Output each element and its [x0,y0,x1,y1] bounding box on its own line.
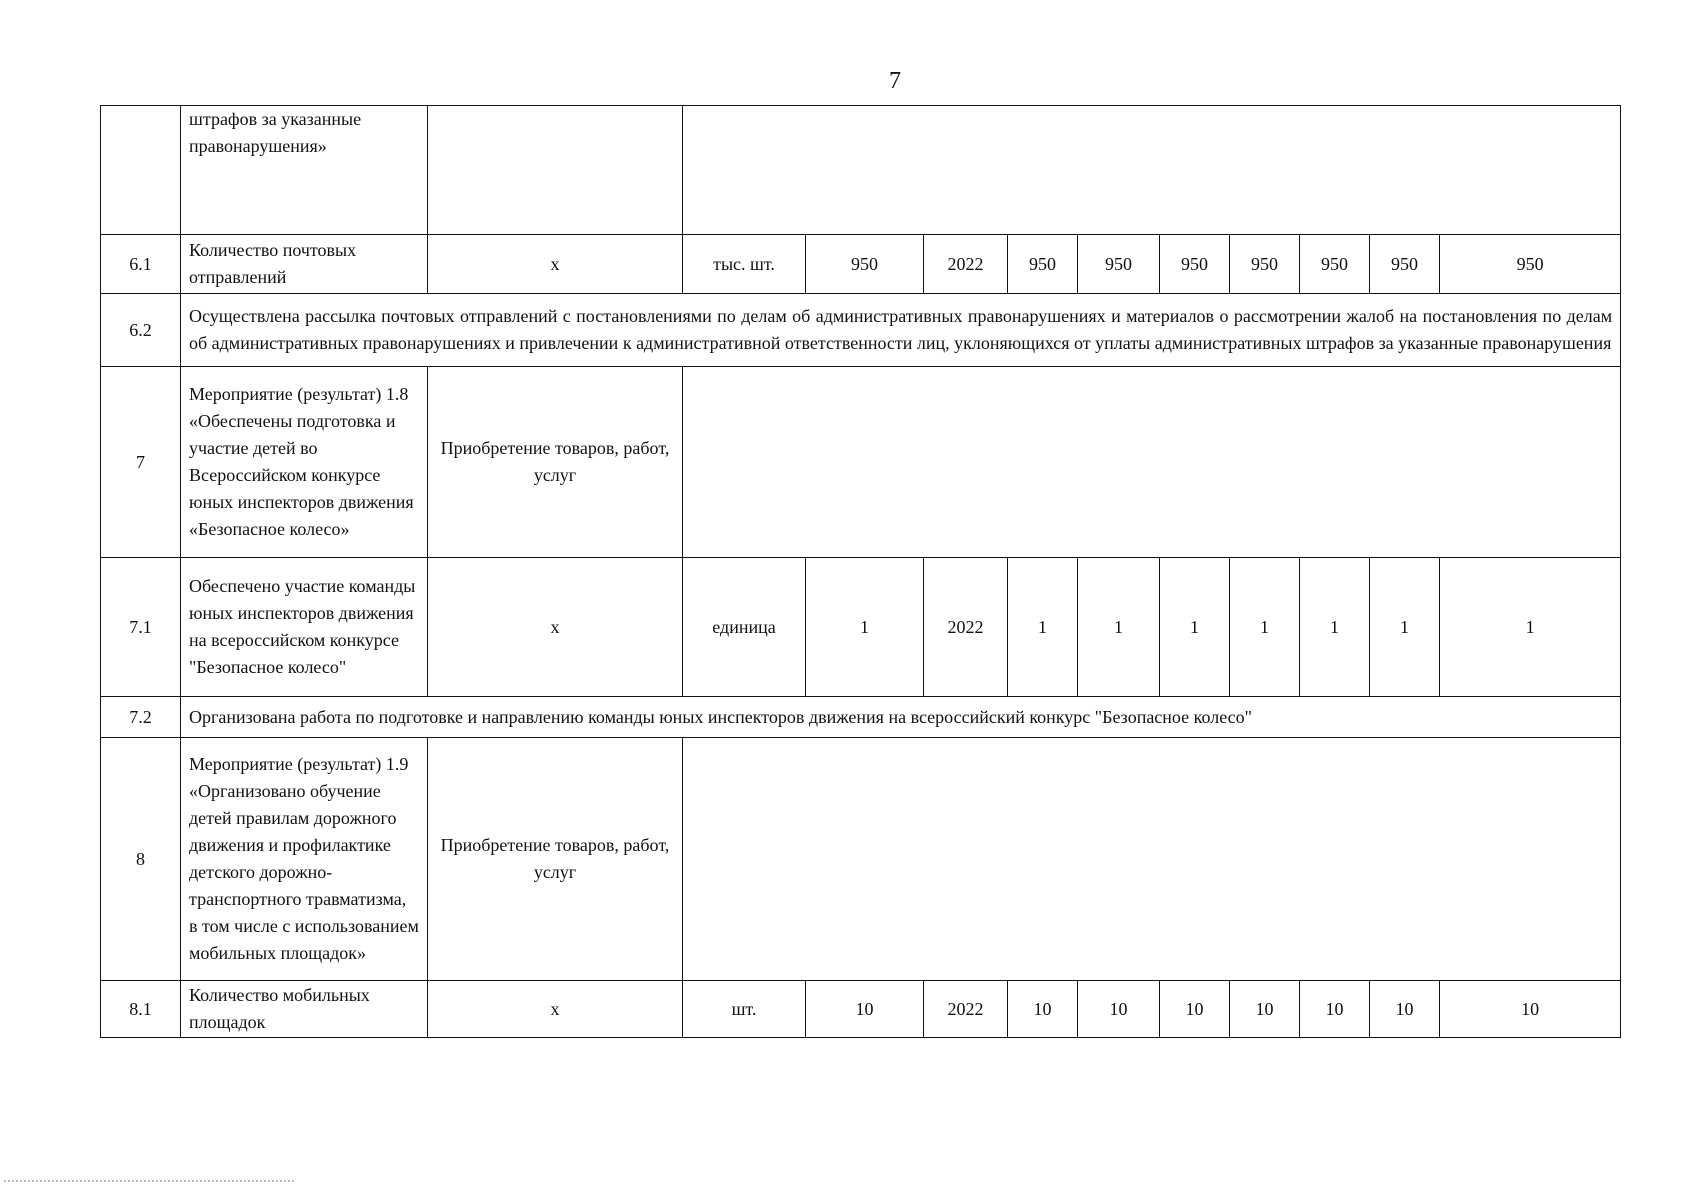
year-value: 1 [1300,558,1370,697]
table-row [101,558,1621,697]
row-name: Количество мобильных площадок [181,981,428,1038]
table-row [101,738,1621,981]
row-number [101,106,181,235]
table-row [101,697,1621,738]
year-value: 950 [1230,235,1300,294]
year-value: 1 [1370,558,1440,697]
year-value: 1 [1078,558,1160,697]
year-value: 1 [1160,558,1230,697]
year-value: 10 [1008,981,1078,1038]
empty-cell [683,738,1621,981]
row-type [428,106,683,235]
row-type: Приобретение товаров, работ, услуг [428,738,683,981]
empty-cell [683,106,1621,235]
table-row [101,294,1621,367]
total-value: 1 [1440,558,1621,697]
year-value: 10 [1160,981,1230,1038]
base-year: 2022 [924,558,1008,697]
row-name: Обеспечено участие команды юных инспекторов движения на всероссийском конкурсе "Безопасное колесо" [181,558,428,697]
row-unit: единица [683,558,806,697]
indicators-table [100,105,1621,1038]
year-value: 1 [1008,558,1078,697]
year-value: 10 [1370,981,1440,1038]
row-number: 8.1 [101,981,181,1038]
row-type: x [428,558,683,697]
row-description: Организована работа по подготовке и направлению команды юных инспекторов движения на всероссийский конкурс "Безопасное колесо" [181,697,1621,738]
row-name: штрафов за указанные правонарушения» [181,106,428,235]
row-type: Приобретение товаров, работ, услуг [428,367,683,558]
row-type: x [428,235,683,294]
year-value: 950 [1300,235,1370,294]
year-value: 950 [1370,235,1440,294]
row-name: Количество почтовых отправлений [181,235,428,294]
year-value: 10 [1078,981,1160,1038]
total-value: 10 [1440,981,1621,1038]
scan-artifact [4,1180,294,1184]
row-number: 7 [101,367,181,558]
base-value: 10 [806,981,924,1038]
row-unit: шт. [683,981,806,1038]
year-value: 950 [1160,235,1230,294]
table-row [101,367,1621,558]
table-row [101,235,1621,294]
table-row [101,981,1621,1038]
total-value: 950 [1440,235,1621,294]
row-number: 7.1 [101,558,181,697]
year-value: 950 [1078,235,1160,294]
row-name: Мероприятие (результат) 1.9 «Организовано обучение детей правилам дорожного движения и профилактике детского дорожно-транспортного травматизма, в том числе с использованием мобильных площадок» [181,738,428,981]
year-value: 10 [1230,981,1300,1038]
row-number: 6.2 [101,294,181,367]
table-row [101,106,1621,235]
year-value: 950 [1008,235,1078,294]
row-number: 8 [101,738,181,981]
base-year: 2022 [924,235,1008,294]
row-number: 6.1 [101,235,181,294]
row-number: 7.2 [101,697,181,738]
row-type: x [428,981,683,1038]
year-value: 1 [1230,558,1300,697]
row-unit: тыс. шт. [683,235,806,294]
row-description: Осуществлена рассылка почтовых отправлений с постановлениями по делам об административных правонарушениях и материалов о рассмотрении жалоб на постановления по делам об административных правонарушениях и привлечении к административной ответственности лиц, уклоняющихся от уплаты административных штрафов за указанные правонарушения [181,294,1621,367]
base-value: 950 [806,235,924,294]
page-number: 7 [889,68,901,94]
row-name: Мероприятие (результат) 1.8 «Обеспечены подготовка и участие детей во Всероссийском конкурсе юных инспекторов движения «Безопасное колесо» [181,367,428,558]
base-value: 1 [806,558,924,697]
empty-cell [683,367,1621,558]
year-value: 10 [1300,981,1370,1038]
base-year: 2022 [924,981,1008,1038]
